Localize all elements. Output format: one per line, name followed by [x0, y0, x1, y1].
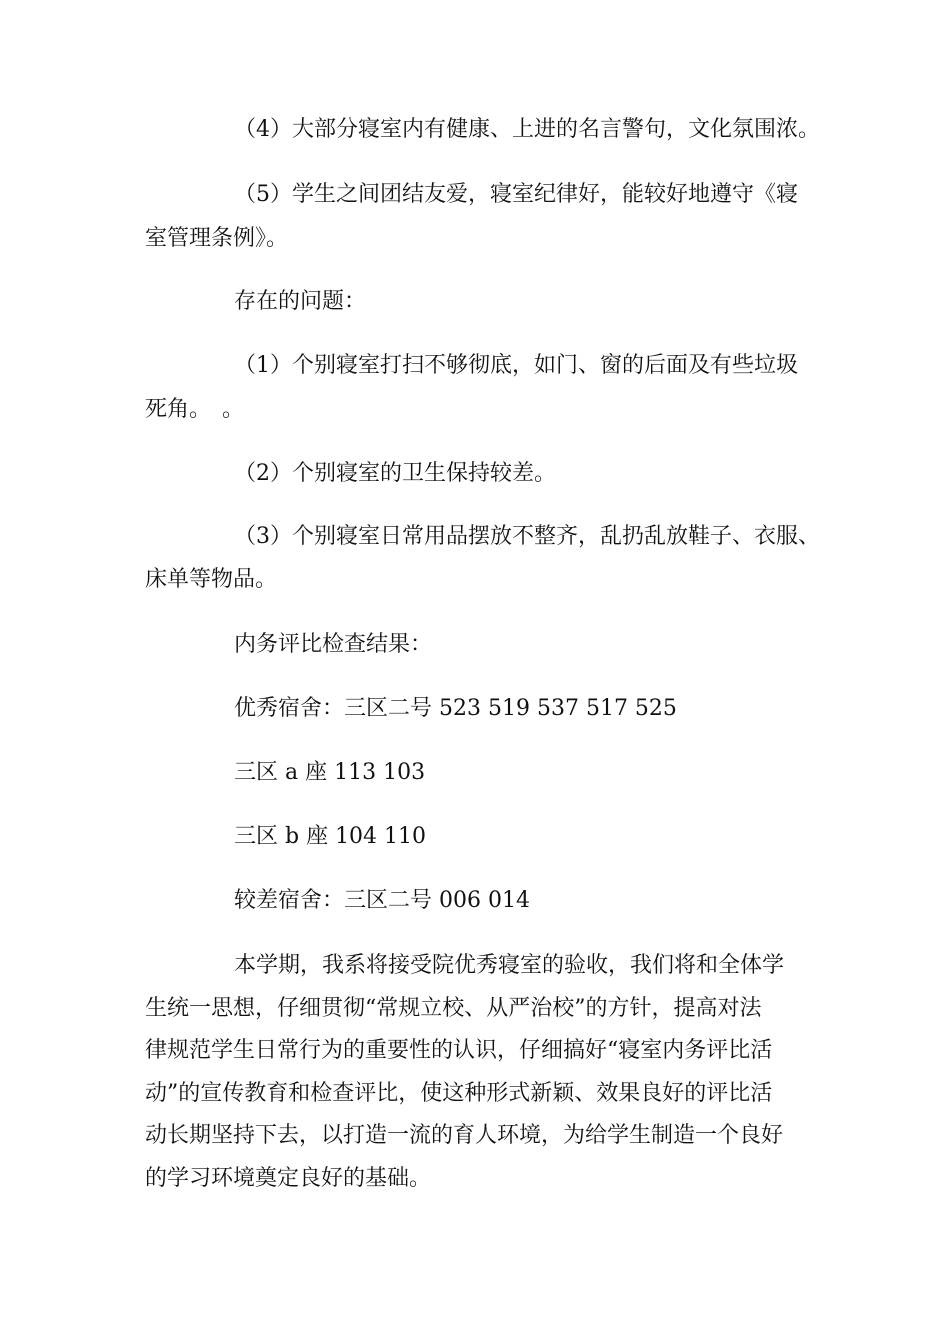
item-4-line: （4）大部分寝室内有健康、上进的名言警句，文化氛围浓。: [234, 117, 820, 142]
item-5-line-1: （5）学生之间团结友爱，寝室纪律好，能较好地遵守《寝: [234, 182, 798, 207]
excellent-dorms-line: 优秀宿舍：三区二号 523 519 537 517 525: [234, 696, 677, 721]
problem-3-line-2: 床单等物品。: [145, 567, 278, 592]
closing-paragraph-line-5: 动长期坚持下去，以打造一流的育人环境，为给学生制造一个良好: [145, 1123, 784, 1148]
problem-1-line-1: （1）个别寝室打扫不够彻底，如门、窗的后面及有些垃圾: [234, 353, 798, 378]
results-heading: 内务评比检查结果：: [234, 632, 433, 657]
item-5-line-2: 室管理条例》。: [145, 226, 289, 251]
zone-b-line: 三区 b 座 104 110: [234, 824, 427, 849]
problem-2-line: （2）个别寝室的卫生保持较差。: [234, 461, 556, 486]
closing-paragraph-line-6: 的学习环境奠定良好的基础。: [145, 1166, 432, 1191]
closing-paragraph-line-2: 生统一思想，仔细贯彻“常规立校、从严治校”的方针，提高对法: [145, 996, 762, 1021]
problem-1-line-2: 死角。 。: [145, 397, 245, 422]
closing-paragraph-line-4: 动”的宣传教育和检查评比，使这种形式新颖、效果良好的评比活: [145, 1081, 773, 1106]
problem-3-line-1: （3）个别寝室日常用品摆放不整齐，乱扔乱放鞋子、衣服、: [234, 524, 820, 549]
problems-heading: 存在的问题：: [234, 289, 367, 314]
poor-dorms-line: 较差宿舍：三区二号 006 014: [234, 888, 530, 913]
closing-paragraph-line-3: 律规范学生日常行为的重要性的认识，仔细搞好“寝室内务评比活: [145, 1038, 773, 1063]
closing-paragraph-line-1: 本学期，我系将接受院优秀寝室的验收，我们将和全体学: [234, 953, 785, 978]
zone-a-line: 三区 a 座 113 103: [234, 760, 426, 785]
